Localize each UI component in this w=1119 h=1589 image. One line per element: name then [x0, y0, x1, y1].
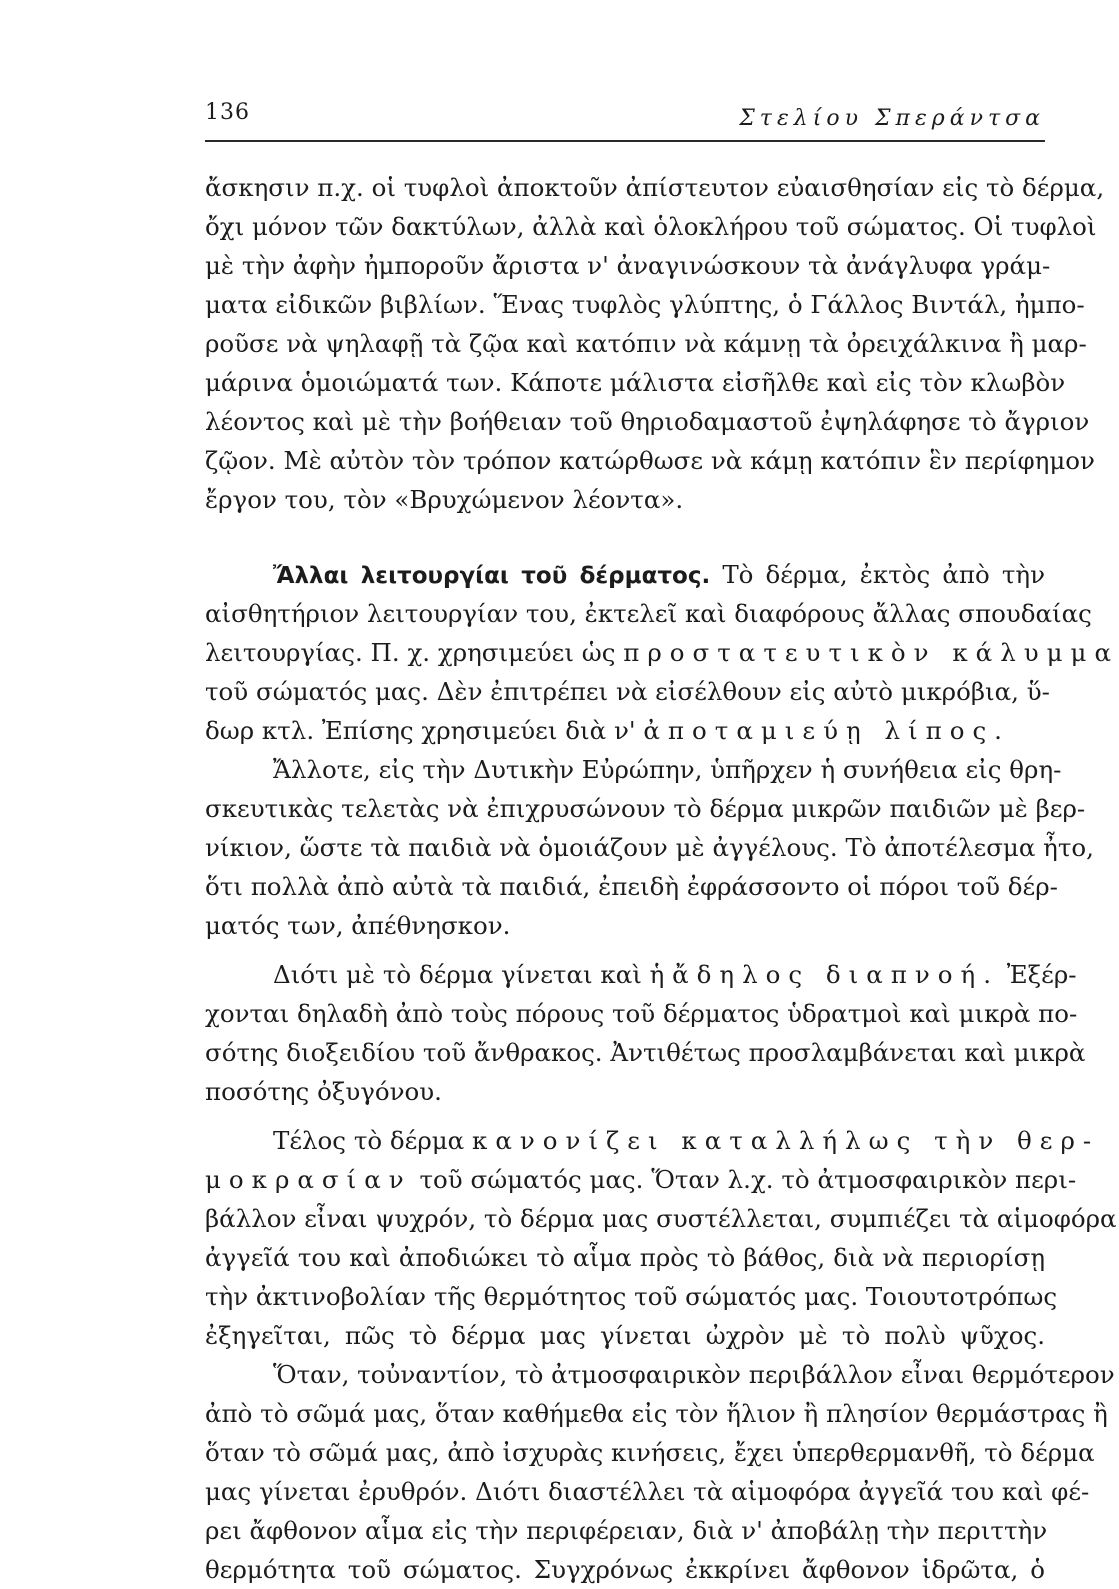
- text-line: λέοντος καὶ μὲ τὴν βοήθειαν τοῦ θηριοδαμαστοῦ ἐψηλάφησε τὸ ἄγριον: [205, 407, 1090, 436]
- spaced-emphasis: κανονίζει καταλλήλως τὴν θερ-: [472, 1126, 1100, 1155]
- page-header: [205, 100, 1045, 142]
- text-line: μάρινα ὁμοιώματά των. Κάποτε μάλιστα εἰσῆλθε καὶ εἰς τὸν κλωβὸν: [205, 368, 1066, 397]
- text-line: σκευτικὰς τελετὰς νὰ ἐπιχρυσώνουν τὸ δέρμα μικρῶν παιδιῶν μὲ βερ-: [205, 794, 1086, 823]
- text-line: ἔργον του, τὸν «Βρυχώμενον λέοντα».: [205, 485, 684, 514]
- spaced-emphasis: ἄδηλος διαπνοή.: [672, 960, 999, 989]
- text-run: λειτουργίας. Π. χ. χρησιμεύει ὡς: [205, 638, 616, 667]
- text-line: Ὅταν, τοὐναντίον, τὸ ἀτμοσφαιρικὸν περιβάλλον εἶναι θερμότερον: [273, 1360, 1115, 1389]
- text-run: Τὸ δέρμα, ἐκτὸς ἀπὸ τὴν: [722, 560, 1045, 589]
- paragraph: [205, 955, 1086, 1111]
- text-line: μὲ τὴν ἀφὴν ἠμποροῦν ἄριστα ν' ἀναγινώσκουν τὰ ἀνάγλυφα γράμ-: [205, 251, 1051, 280]
- text-line: ροῦσε νὰ ψηλαφῇ τὰ ζῷα καὶ κατόπιν νὰ κάμνῃ τὰ ὀρειχάλκινα ἢ μαρ-: [205, 329, 1087, 358]
- text-run: Διότι μὲ τὸ δέρμα γίνεται καὶ ἡ: [273, 960, 665, 989]
- paragraph: [205, 168, 1105, 519]
- spaced-emphasis: ἀποταμιεύῃ λίπος.: [643, 716, 1010, 745]
- text-run: Τέλος τὸ δέρμα: [273, 1126, 465, 1155]
- text-line: Ἄλλοτε, εἰς τὴν Δυτικὴν Εὐρώπην, ὑπῆρχεν ἡ συνήθεια εἰς θρη-: [273, 755, 1062, 784]
- text-line: ὅτι πολλὰ ἀπὸ αὐτὰ τὰ παιδιά, ἐπειδὴ ἐφράσσοντο οἱ πόροι τοῦ δέρ-: [205, 872, 1058, 901]
- text-line: τοῦ σώματός μας. Δὲν ἐπιτρέπει νὰ εἰσέλθουν εἰς αὐτὸ μικρόβια, ὕ-: [205, 677, 1050, 706]
- section-other-functions: [205, 555, 1119, 750]
- text-line: [205, 1160, 1077, 1199]
- text-run: τοῦ σώματός μας. Ὅταν λ.χ. τὸ ἀτμοσφαιρικὸν περι-: [419, 1165, 1077, 1194]
- paragraph: [205, 1355, 1115, 1589]
- section-title: Ἄλλαι λειτουργίαι τοῦ δέρματος.: [273, 563, 711, 589]
- text-line: ποσότης ὀξυγόνου.: [205, 1077, 442, 1106]
- running-head: Στελίου Σπεράντσα: [739, 106, 1045, 131]
- text-line: χονται δηλαδὴ ἀπὸ τοὺς πόρους τοῦ δέρματος ὑδρατμοὶ καὶ μικρὰ πο-: [205, 999, 1078, 1028]
- text-line: ρει ἄφθονον αἷμα εἰς τὴν περιφέρειαν, διὰ ν' ἀποβάλῃ τὴν περιττὴν: [205, 1516, 1048, 1545]
- text-line: αἰσθητήριον λειτουργίαν του, ἐκτελεῖ καὶ διαφόρους ἄλλας σπουδαίας: [205, 599, 1092, 628]
- paragraph: [205, 1121, 1117, 1355]
- text-line: θερμότητα τοῦ σώματος. Συγχρόνως ἐκκρίνει ἄφθονον ἱδρῶτα, ὁ: [205, 1555, 1045, 1584]
- text-line: ὄχι μόνον τῶν δακτύλων, ἀλλὰ καὶ ὁλοκλήρου τοῦ σώματος. Οἱ τυφλοὶ: [205, 212, 1097, 241]
- spaced-emphasis: μοκρασίαν: [205, 1165, 412, 1194]
- text-line: [205, 555, 1045, 594]
- text-line: ματός των, ἀπέθνησκον.: [205, 911, 511, 940]
- text-line: ἀπὸ τὸ σῶμά μας, ὅταν καθήμεθα εἰς τὸν ἥλιον ἢ πλησίον θερμάστρας ἢ: [205, 1399, 1108, 1428]
- page-body: [205, 168, 1119, 1589]
- text-line: [205, 711, 1045, 750]
- text-line: νίκιον, ὥστε τὰ παιδιὰ νὰ ὁμοιάζουν μὲ ἀγγέλους. Τὸ ἀποτέλεσμα ἦτο,: [205, 833, 1094, 862]
- text-line: μας γίνεται ἐρυθρόν. Διότι διαστέλλει τὰ αἱμοφόρα ἀγγεῖά του καὶ φέ-: [205, 1477, 1090, 1506]
- text-line: σότης διοξειδίου τοῦ ἄνθρακος. Ἀντιθέτως προσλαμβάνεται καὶ μικρὰ: [205, 1038, 1086, 1067]
- page-number: 136: [205, 100, 250, 125]
- text-line: [205, 1121, 1100, 1160]
- text-line: ἀγγεῖά του καὶ ἀποδιώκει τὸ αἷμα πρὸς τὸ βάθος, διὰ νὰ περιορίσῃ: [205, 1243, 1045, 1272]
- text-line: ὅταν τὸ σῶμά μας, ἀπὸ ἰσχυρὰς κινήσεις, ἔχει ὑπερθερμανθῆ, τὸ δέρμα: [205, 1438, 1095, 1467]
- text-run: δωρ κτλ. Ἐπίσης χρησιμεύει διὰ ν': [205, 716, 636, 745]
- text-line: ζῷον. Μὲ αὐτὸν τὸν τρόπον κατώρθωσε νὰ κάμῃ κατόπιν ἓν περίφημον: [205, 446, 1095, 475]
- text-line: [205, 633, 1119, 672]
- paragraph: [205, 750, 1094, 945]
- text-line: τὴν ἀκτινοβολίαν τῆς θερμότητος τοῦ σώματός μας. Τοιουτοτρόπως: [205, 1282, 1058, 1311]
- text-line: ἐξηγεῖται, πῶς τὸ δέρμα μας γίνεται ὠχρὸν μὲ τὸ πολὺ ψῦχος.: [205, 1321, 1045, 1350]
- text-line: ματα εἰδικῶν βιβλίων. Ἕνας τυφλὸς γλύπτης, ὁ Γάλλος Βιντάλ, ἠμπο-: [205, 290, 1085, 319]
- spaced-emphasis: προστατευτικὸν κάλυμμα: [623, 638, 1119, 667]
- text-line: βάλλον εἶναι ψυχρόν, τὸ δέρμα μας συστέλλεται, συμπιέζει τὰ αἱμοφόρα: [205, 1204, 1117, 1233]
- text-line: ἄσκησιν π.χ. οἱ τυφλοὶ ἀποκτοῦν ἀπίστευτον εὐαισθησίαν εἰς τὸ δέρμα,: [205, 173, 1105, 202]
- text-line: [205, 955, 1077, 994]
- text-run: Ἐξέρ-: [1006, 960, 1077, 989]
